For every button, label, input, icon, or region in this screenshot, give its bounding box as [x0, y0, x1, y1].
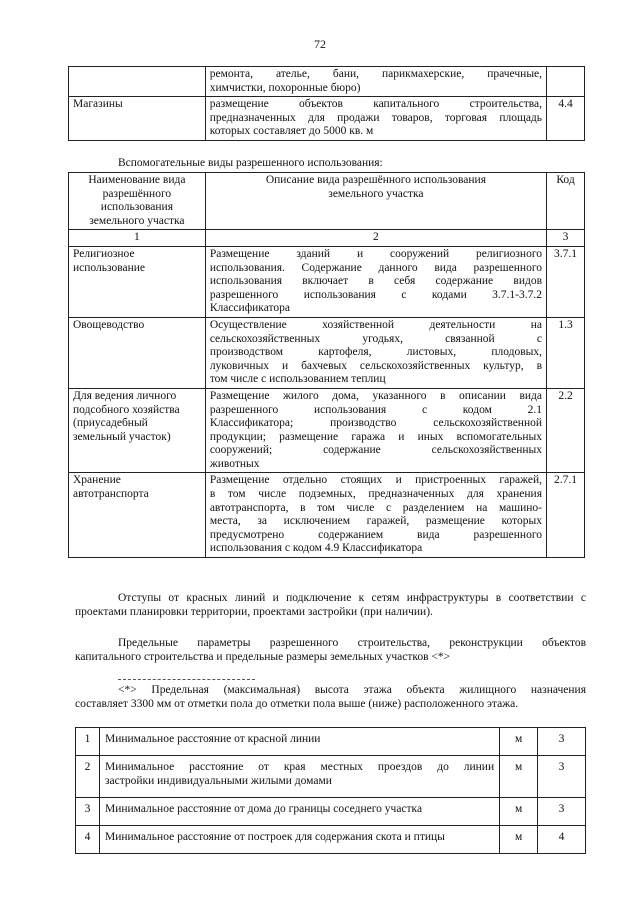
table-row [69, 246, 585, 317]
parameter-description-cell [99, 756, 499, 798]
auxiliary-uses-heading: Вспомогательные виды разрешенного использования: [118, 157, 383, 169]
description-line: сельскохозяйственных угодьях, связанной с [209, 332, 543, 345]
use-code-cell: 1.3 [547, 317, 585, 388]
use-description-cell [205, 317, 546, 388]
description-line: Осуществление хозяйственной деятельности на [209, 318, 543, 331]
limits-paragraph [75, 637, 586, 664]
description-line: том числе с использованием теплиц [209, 373, 386, 386]
name-line: Религиозное [73, 247, 135, 260]
paragraph-line: составляет 3300 мм от отметки пола до отметки пола выше (ниже) расположенного этажа. [75, 697, 519, 710]
unit-cell: м [500, 798, 538, 826]
description-line: разрешенного использования с кодом 2.1 [209, 403, 543, 416]
use-name-cell: Магазины [69, 97, 206, 141]
row-number-cell: 1 [76, 728, 100, 756]
use-code-cell: 2.7.1 [547, 473, 585, 558]
row-number-cell: 3 [76, 798, 100, 826]
parameters-table [75, 727, 586, 854]
description-line: ремонта, ателье, бани, парикмахерские, прачечные, [209, 68, 543, 80]
auxiliary-uses-table [68, 172, 585, 558]
parameter-description-cell [99, 728, 499, 756]
description-line: предназначенных для продажи товаров, торговая площадь [209, 111, 543, 124]
description-line: в том числе подземных, предназначенных для хранения [209, 488, 543, 501]
description-line: луковичных и бахчевых сельскохозяйственных культур, в [209, 359, 543, 372]
name-line: Хранение [73, 474, 121, 487]
table-row [69, 67, 585, 97]
value-cell: 3 [538, 798, 586, 826]
header-code-cell: Код [547, 173, 585, 230]
description-line: животных [209, 457, 260, 470]
use-name-cell [69, 317, 206, 388]
value-cell: 4 [538, 826, 586, 854]
use-name-cell [69, 473, 206, 558]
table-row [69, 97, 585, 141]
table-row [69, 388, 585, 473]
description-line: Минимальное расстояние от края местных проездов до линии [104, 761, 495, 773]
use-code-cell: 4.4 [547, 97, 585, 141]
header-description-cell [205, 173, 546, 230]
header-line: Описание вида разрешённого использования [265, 174, 487, 186]
header-line: земельного участка [89, 214, 185, 227]
header-line: разрешённого [102, 187, 172, 200]
parameter-description-cell [99, 826, 499, 854]
use-code-cell: 2.2 [547, 388, 585, 473]
row-number-cell: 2 [76, 756, 100, 798]
description-line: Минимальное расстояние от построек для содержания скота и птицы [104, 831, 445, 843]
paragraph-line: капитального строительства и предельные размеры земельных участков <*> [75, 650, 451, 663]
page-number: 72 [314, 37, 326, 51]
description-line: предусмотрено содержанием вида разрешенного [209, 528, 543, 541]
column-number-row [69, 230, 585, 247]
footnote-separator [118, 679, 255, 680]
use-description-cell [205, 97, 546, 141]
description-line: использования с кодом 4.9 Классификатора [209, 542, 423, 555]
name-line: Овощеводство [73, 318, 145, 331]
description-line: которых составляет до 5000 кв. м [209, 125, 374, 138]
description-line: использования включает в себя содержание видов [209, 275, 543, 288]
footnote-paragraph [75, 684, 586, 711]
header-name-cell [69, 173, 206, 230]
name-line: Для ведения личного [73, 389, 177, 402]
table-row [76, 728, 586, 756]
use-description-cell [205, 388, 546, 473]
paragraph-line: Предельные параметры разрешенного строительства, реконструкции объектов [118, 637, 586, 649]
header-line: использования [100, 201, 173, 214]
description-line: использования. Содержание данного вида разрешенного [209, 261, 543, 274]
name-line: подсобного хозяйства [73, 403, 180, 416]
table-row [69, 473, 585, 558]
description-line: Размещение зданий и сооружений религиозного [209, 247, 543, 260]
description-line: разрешенного использования с кодами 3.7.1-3.7.2 [209, 288, 543, 301]
unit-cell: м [500, 728, 538, 756]
paragraph-line: проектами планировки территории, проектами застройки (при наличии). [75, 605, 433, 618]
header-line: земельного участка [328, 187, 424, 200]
description-line: автотранспорта, в том числе с разделением на машино- [209, 501, 543, 514]
description-line: места, за исключением гаражей, размещение которых [209, 515, 543, 528]
header-line: Наименование вида [88, 174, 186, 186]
description-line: Размещение отдельно стоящих и пристроенных гаражей, [209, 474, 543, 487]
use-code-cell [547, 67, 585, 97]
row-number-cell: 4 [76, 826, 100, 854]
use-description-cell [205, 67, 546, 97]
column-number-cell: 3 [547, 230, 585, 247]
paragraph-line: Отступы от красных линий и подключение к сетям инфраструктуры в соответствии с [118, 592, 586, 604]
use-name-cell [69, 388, 206, 473]
description-line: Классификатора; производство сельскохозяйственной [209, 417, 543, 430]
name-line: автотранспорта [73, 488, 149, 501]
use-description-cell [205, 246, 546, 317]
table-row [76, 756, 586, 798]
unit-cell: м [500, 756, 538, 798]
description-line: Минимальное расстояние от красной линии [104, 733, 321, 745]
parameter-description-cell [99, 798, 499, 826]
name-line: земельный участок) [73, 430, 171, 443]
description-line: сооружений; содержание сельскохозяйственных [209, 444, 543, 457]
column-number-cell: 1 [69, 230, 206, 247]
description-line: производством картофеля, листовых, плодовых, [209, 346, 543, 359]
name-line: (приусадебный [73, 417, 148, 430]
description-line: застройки индивидуальными жилыми домами [104, 774, 332, 787]
table-row [76, 798, 586, 826]
main-uses-table-continuation [68, 66, 585, 141]
table-header-row [69, 173, 585, 230]
paragraph-line: <*> Предельная (максимальная) высота этажа объекта жилищного назначения [118, 684, 586, 696]
description-line: продукции; размещение гаража и иных вспомогательных [209, 430, 543, 443]
description-line: размещение объектов капитального строительства, [209, 98, 543, 111]
description-line: Размещение жилого дома, указанного в описании вида [209, 389, 543, 402]
table-row [76, 826, 586, 854]
name-line: использование [73, 261, 146, 274]
use-description-cell [205, 473, 546, 558]
use-name-cell [69, 246, 206, 317]
value-cell: 3 [538, 728, 586, 756]
table-row [69, 317, 585, 388]
use-code-cell: 3.7.1 [547, 246, 585, 317]
value-cell: 3 [538, 756, 586, 798]
description-line: Классификатора [209, 302, 290, 315]
description-line: Минимальное расстояние от дома до границы соседнего участка [104, 803, 423, 815]
unit-cell: м [500, 826, 538, 854]
setbacks-paragraph [75, 592, 586, 619]
column-number-cell: 2 [205, 230, 546, 247]
use-name-cell [69, 67, 206, 97]
description-line: химчистки, похоронные бюро) [209, 81, 361, 94]
